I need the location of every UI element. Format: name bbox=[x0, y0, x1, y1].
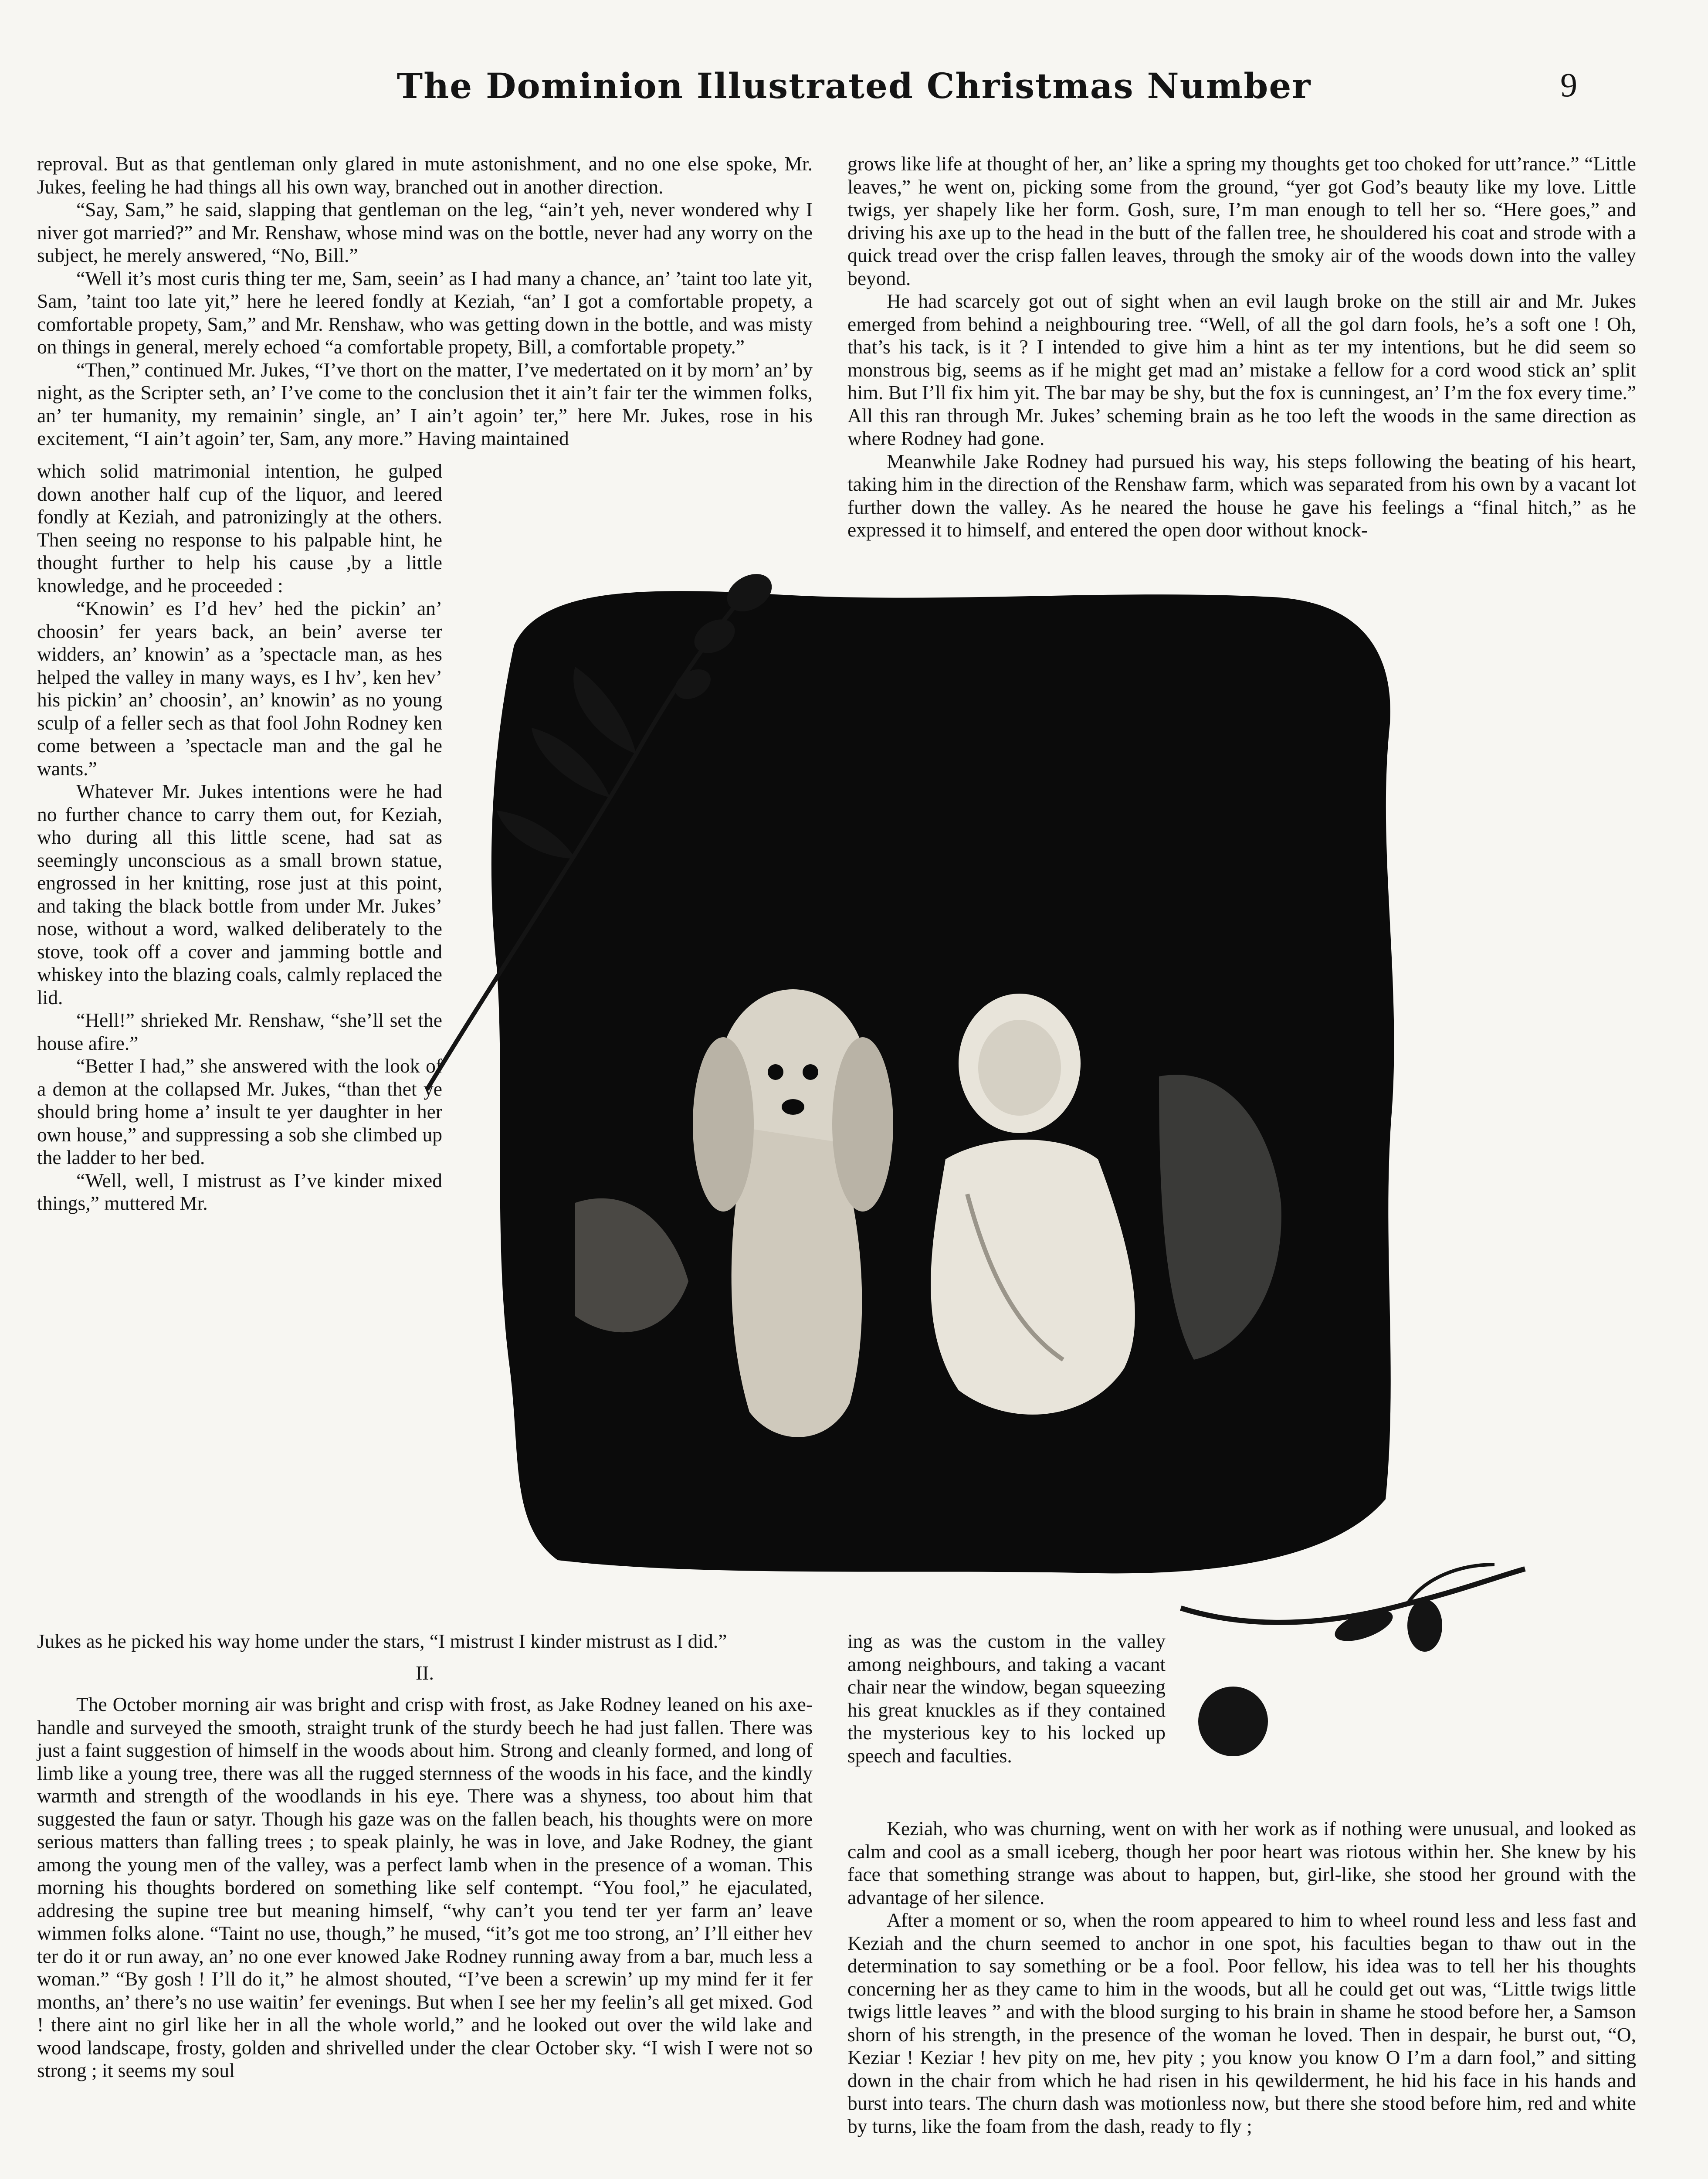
paragraph: He had scarcely got out of sight when an evil laugh broke on the still air and Mr. Jukes emerged from behind a neighbouring tree. “Well, of all the gol darn fools, he’s a soft one ! Oh, that’s his tack, is it ? I intended to give him a hint as ter my intentions, but he did seem so monstrous big, seems as if he might get mad an’ mistake a fellow for a cord wood stick an’ split him. But I’ll fix him yit. The bar may be shy, but the fox is cunningest, an’ I’m the fox every time.” All this ran through Mr. Jukes’ scheming brain as he too left the woods in the same direction as where Rodney had gone. bbox=[847, 290, 1636, 449]
paragraph: reproval. But as that gentleman only glared in mute astonishment, and no one else spoke, Mr. Jukes, feeling he had things all his own way, branched out in another direction. bbox=[37, 153, 813, 198]
paragraph: Jukes as he picked his way home under the stars, “I mistrust I kinder mistrust as I did.” bbox=[37, 1630, 727, 1652]
paragraph: “Well, well, I mistrust as I’ve kinder mixed things,” muttered Mr. bbox=[37, 1169, 442, 1214]
paragraph: “Then,” continued Mr. Jukes, “I’ve thort on the matter, I’ve medertated on it by morn’ an’ by night, as the Scripter seth, an’ I’ve come to the conclusion thet it ain’t fair ter the wimmen folks, an’ ter humanity, my remainin’ single, an’ I ain’t agoin’ ter,” here Mr. Jukes, rose in his excitement, “I ain’t agoin’ ter, Sam, any more.” Having maintained bbox=[37, 358, 813, 449]
rosehip-branch-icon bbox=[392, 553, 810, 1103]
paragraph: “Well it’s most curis thing ter me, Sam, seein’ as I had many a chance, an’ ’taint too late yit, Sam, ’taint too late yit,” here he leered fondly at Keziah, “an’ I got a comfortable propety, a comfortable propety, Sam,” and Mr. Renshaw, who was getting down in the bottle, and was misty on things in general, merely echoed “a comfortable propety, Bill, a comfortable propety.” bbox=[37, 267, 813, 358]
paragraph: Meanwhile Jake Rodney had pursued his way, his steps following the beating of his heart, taking him in the direction of the Renshaw farm, which was separated from his own by a vacant lot further down the valley. As he neared the house he gave his feelings a “final hitch,” as he expressed it to himself, and entered the open door without knock- bbox=[847, 450, 1636, 541]
paragraph: Whatever Mr. Jukes intentions were he had no further chance to carry them out, for Keziah, who during all this little scene, had sat as seemingly unconscious as a small brown statue, engrossed in her knitting, rose just at this point, and taking the black bottle from under Mr. Jukes’ nose, without a word, walked deliberately to the stove, took off a cover and jamming bottle and whiskey into the blazing coals, calmly replaced the lid. bbox=[37, 780, 442, 1008]
page-header bbox=[0, 65, 1708, 118]
paragraph: The October morning air was bright and crisp with frost, as Jake Rodney leaned on his axe-handle and surveyed the smooth, straight trunk of the sturdy beech he had just fallen. There was just a faint suggestion of himself in the woods about him. Strong and cleanly formed, and long of limb like a young tree, there was all the rugged sternness of the woods in his face, and the kindly warmth and strength of the woodlands in his eye. There was a shyness, too about him that suggested the faun or satyr. Though his gaze was on the fallen beach, his thoughts were on more serious matters than falling trees ; to speak plainly, he was in love, and Jake Rodney, the giant among the young men of the valley, was a perfect lamb when in the presence of a woman. This morning his thoughts bordered on something like self contempt. “You fool,” he ejaculated, addresing the supine tree but meaning himself, “why can’t you tend ter yer farm an’ leave wimmen folks alone. “Taint no use, though,” he mused, “it’s got me too strong, an’ I’ll either hev ter do it or run away, an’ no one ever knowed Jake Rodney running away from a bar, much less a woman.” “By gosh ! I’ll do it,” he almost shouted, “I’ve been a screwin’ up my mind fer it fer months, an’ there’s no use waitin’ fer evenings. But when I see her my feelin’s all get mixed. God ! there aint no girl like her in all the whole world,” and he looked out over the wild lake and wood landscape, frosty, golden and shrivelled under the clear October sky. “I wish I were not so strong ; it seems my soul bbox=[37, 1693, 813, 2081]
paragraph: grows like life at thought of her, an’ like a spring my thoughts get too choked for utt’rance.” “Little leaves,” he went on, picking some from the ground, “yer got God’s beauty like my love. Little twigs, yer shapely like her form. Gosh, sure, I’m man enough to tell her so. “Here goes,” and driving his axe up to the head in the butt of the fallen tree, he shouldered his coat and strode with a quick tread over the crisp fallen leaves, through the smoky air of the woods down into the valley beyond. bbox=[847, 153, 1636, 289]
paragraph: which solid matrimonial intention, he gulped down another half cup of the liquor, and leered fondly at Keziah, and patronizingly at the others. Then seeing no response to his palpable hint, he thought further to help his cause ,by a little knowledge, and he proceeded : bbox=[37, 460, 442, 597]
paragraph: “Better I had,” she answered with the look of a demon at the collapsed Mr. Jukes, “than thet ye should bring home a’ insult te yer daughter in her own house,” and suppressing a sob she climbed up the ladder to her bed. bbox=[37, 1055, 442, 1168]
paragraph: ing as was the custom in the valley among neighbours, and taking a vacant chair near the window, began squeezing his great knuckles as if they contained the mysterious key to his locked up speech and faculties. bbox=[847, 1630, 1166, 1767]
left-column-bottom bbox=[37, 1630, 813, 2082]
paragraph: “Knowin’ es I’d hev’ hed the pickin’ an’ choosin’ fer years back, an bein’ averse ter widders, an’ knowin’ as a ’spectacle man, as hes helped the valley in many ways, es I hv’, ken hev’ his pickin’ an’ choosin’, an’ knowin’ as no young sculp of a feller sech as that fool John Rodney ken come between a ’spectacle man and the gal he wants.” bbox=[37, 597, 442, 780]
left-column-top bbox=[37, 153, 813, 450]
right-column-wrap bbox=[847, 1630, 1166, 1767]
paragraph: “Say, Sam,” he said, slapping that gentleman on the leg, “ain’t yeh, never wondered why I niver got married?” and Mr. Renshaw, whose mind was on the bottle, never had any worry on the subject, he merely answered, “No, Bill.” bbox=[37, 198, 813, 266]
page-number: 9 bbox=[1560, 66, 1577, 104]
paragraph: After a moment or so, when the room appeared to him to wheel round less and less fast and Keziah and the churn seemed to anchor in one spot, his faculties began to thaw out in the determination to say something or be a fool. Poor fellow, his idea was to tell her his thoughts concerning her as they came to him in the woods, but all he could get out was, “Little twigs little twigs little leaves ” and with the blood surging to his brain in shame he stood before her, a Samson shorn of his strength, in the presence of the woman he loved. Then in despair, he burst out, “O, Keziar ! Keziar ! hev pity on me, hev pity ; you know you know O I’m a darn fool,” and sitting down in the chair from which he had risen in his qewilderment, he hid his face in his hands and burst into tears. The churn dash was motionless now, but there she stood before him, red and white by turns, like the foam from the dash, ready to fly ; bbox=[847, 1909, 1636, 2137]
ornament-sprig-icon bbox=[1163, 1551, 1538, 1778]
paragraph: “Hell!” shrieked Mr. Renshaw, “she’ll set the house afire.” bbox=[37, 1009, 442, 1054]
section-heading: II. bbox=[416, 1661, 434, 1684]
right-column-top bbox=[847, 153, 1636, 542]
masthead-title: The Dominion Illustrated Christmas Number bbox=[396, 65, 1312, 106]
paragraph: Keziah, who was churning, went on with her work as if nothing were unusual, and looked as calm and cool as a small iceberg, though her poor heart was riotous within her. She knew by his face that something strange was about to happen, but, girl-like, she stood her ground with the advantage of her silence. bbox=[847, 1817, 1636, 1908]
left-column-narrow bbox=[37, 460, 442, 1215]
right-column-bottom bbox=[847, 1817, 1636, 2138]
